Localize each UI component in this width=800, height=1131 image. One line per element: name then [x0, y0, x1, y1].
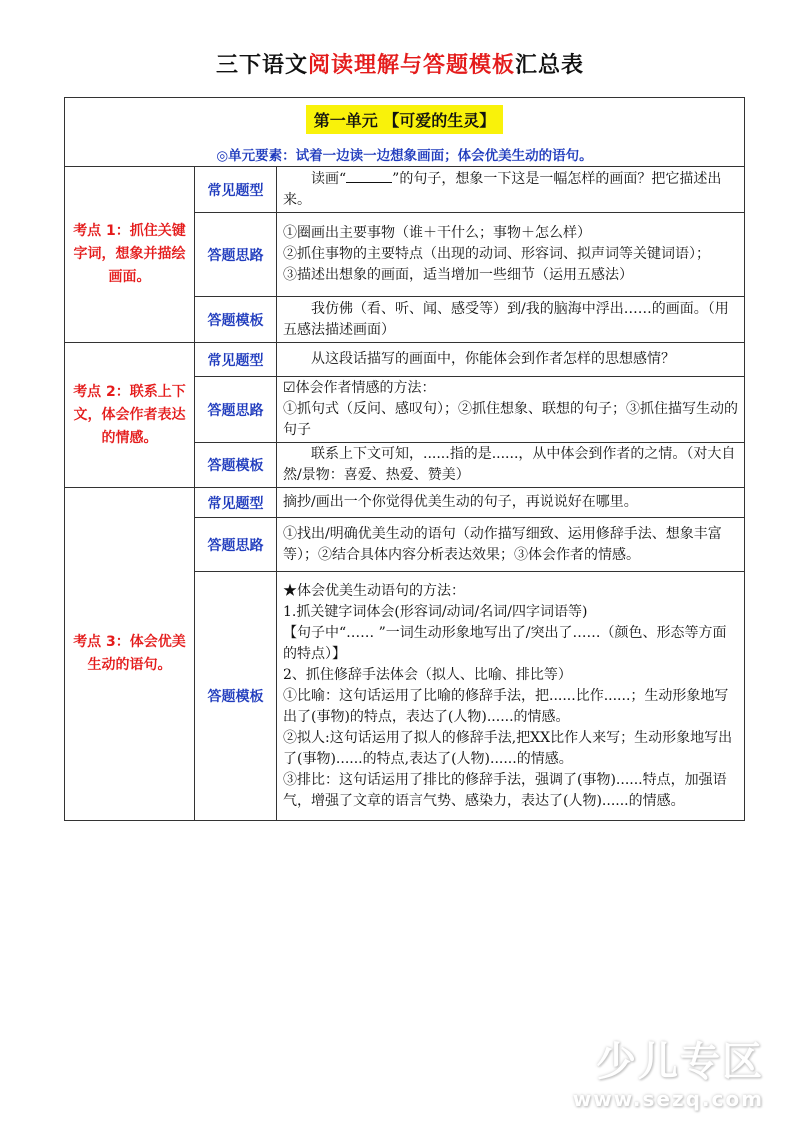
point3-template-line: ①比喻：这句话运用了比喻的修辞手法，把......比作......；生动形象地写出了(事物)的特点，表达了(人物)......的情感。 [283, 687, 729, 725]
point2-template-label: 答题模板 [195, 443, 277, 488]
point1-name: 考点 1：抓住关键字词，想象并描绘画面。 [65, 167, 195, 343]
point1-question-post: ”的句子，想象一下这是一幅怎样的画面？把它描述出来。 [283, 170, 722, 208]
point2-question-row [65, 343, 745, 377]
point1-idea-1: ①圈画出主要事物（谁＋干什么；事物＋怎么样） [283, 225, 591, 241]
point1-question [277, 167, 745, 213]
point3-ideas: ①找出/明确优美生动的语句（动作描写细致、运用修辞手法、想象丰富等）；②结合具体内容分析表达效果；③体会作者的情感。 [277, 518, 745, 572]
title-part2: 阅读理解与答题模板 [307, 53, 515, 78]
point1-template-label: 答题模板 [195, 297, 277, 343]
watermark-url: www.sezq.com [572, 1087, 764, 1111]
unit-header-row [65, 98, 745, 167]
summary-table [64, 97, 745, 821]
unit-header-cell [65, 98, 745, 167]
point3-question-row [65, 488, 745, 518]
point2-ideas [277, 377, 745, 443]
point1-question-row [65, 167, 745, 213]
point3-idea-label: 答题思路 [195, 518, 277, 572]
title-part1: 三下语文 [215, 53, 308, 78]
watermark-brand: 少儿专区 [596, 1039, 764, 1085]
point2-question-label: 常见题型 [195, 343, 277, 377]
point3-template-line: ②拟人:这句话运用了拟人的修辞手法,把XX比作人来写；生动形象地写出了(事物)......的特点,表达了(人物)......的情感。 [283, 729, 733, 767]
point3-template-line: ★体会优美生动语句的方法： [283, 582, 465, 599]
point2-idea-label: 答题思路 [195, 377, 277, 443]
unit-banner: 第一单元 【可爱的生灵】 [306, 105, 504, 134]
point2-question: 从这段话描写的画面中，你能体会到作者怎样的思想感情？ [277, 343, 745, 377]
fill-blank [346, 170, 392, 183]
unit-requirement: ◎单元要素：试着一边读一边想象画面；体会优美生动的语句。 [216, 147, 593, 164]
title-part3: 汇总表 [515, 53, 585, 78]
point3-template-line: 1.抓关键字词体会(形容词/动词/名词/四字词语等) [283, 603, 588, 620]
point1-template: 我仿佛（看、听、闻、感受等）到/我的脑海中浮出……的画面。（用五感法描述画面） [277, 297, 745, 343]
point3-template-line: ③排比：这句话运用了排比的修辞手法，强调了(事物)......特点，加强语气，增强了文章的语言气势、感染力，表达了(人物)......的情感。 [283, 771, 727, 809]
point3-template-line: 【句子中“…… ”一词生动形象地写出了/突出了……（颜色、形态等方面的特点）】 [283, 624, 727, 662]
point3-question: 摘抄/画出一个你觉得优美生动的句子，再说说好在哪里。 [277, 488, 745, 518]
point1-idea-3: ③描述出想象的画面，适当增加一些细节（运用五感法） [283, 267, 633, 283]
point2-idea-2: ①抓句式（反问、感叹句）；②抓住想象、联想的句子；③抓住描写生动的句子 [283, 401, 738, 438]
page-title [0, 48, 800, 79]
point2-template: 联系上下文可知，......指的是......，从中体会到作者的之情。（对大自然/景物：喜爱、热爱、赞美） [277, 443, 745, 488]
point3-template-line: 2、抓住修辞手法体会（拟人、比喻、排比等） [283, 666, 572, 683]
point1-idea-label: 答题思路 [195, 213, 277, 297]
point2-idea-1: ☑体会作者情感的方法： [283, 380, 436, 396]
point3-question-label: 常见题型 [195, 488, 277, 518]
point1-idea-2: ②抓住事物的主要特点（出现的动词、形容词、拟声词等关键词语）； [283, 246, 710, 262]
point1-question-label: 常见题型 [195, 167, 277, 213]
watermark [573, 1030, 764, 1111]
point3-template [277, 572, 745, 821]
point1-ideas [277, 213, 745, 297]
point2-name: 考点 2：联系上下文，体会作者表达的情感。 [65, 343, 195, 488]
point3-name: 考点 3：体会优美生动的语句。 [65, 488, 195, 821]
point3-template-label: 答题模板 [195, 572, 277, 821]
point1-question-pre: 读画“ [311, 170, 347, 187]
